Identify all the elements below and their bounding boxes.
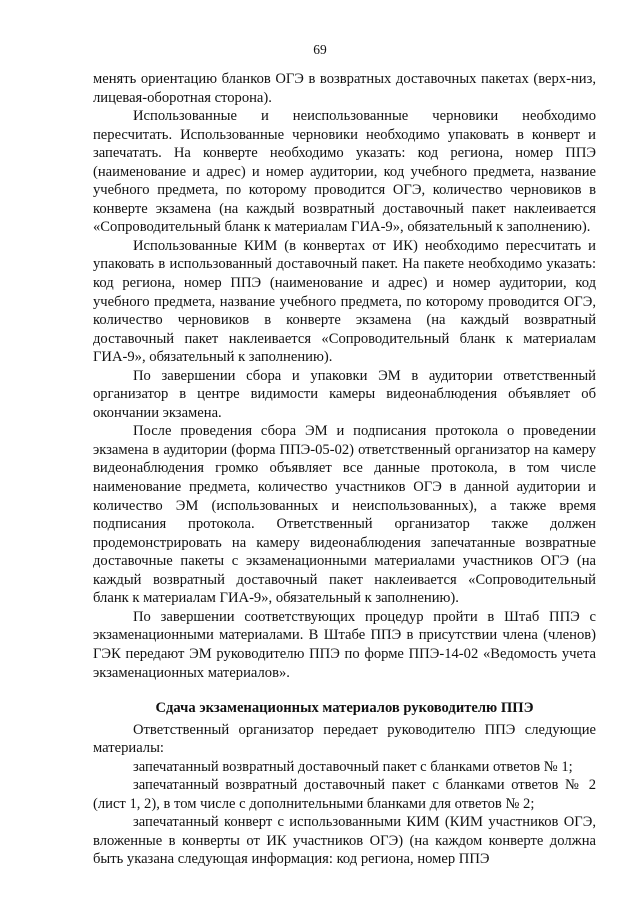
list-item: запечатанный возвратный доставочный пакет с бланками ответов № 1; <box>133 758 573 775</box>
section-heading: Сдача экзаменационных материалов руководителю ППЭ <box>155 700 534 717</box>
document-body <box>93 70 596 869</box>
list-item: запечатанный конверт с использованными КИМ (КИМ участников ОГЭ, вложенные в конверты от ИК участников ОГЭ) (на каждом конверте должна быть указана следующая информация: код региона, номер ППЭ <box>93 814 596 868</box>
paragraph: По завершении сбора и упаковки ЭМ в аудитории ответственный организатор в центре видимости камеры видеонаблюдения объявляет об окончании экзамена. <box>93 367 596 421</box>
paragraph: После проведения сбора ЭМ и подписания протокола о проведении экзамена в аудитории (форма ППЭ-05-02) ответственный организатор на камеру видеонаблюдения громко объявляет все данные протокола, в том числе наименование предмета, количество участников ОГЭ в данной аудитории и количество ЭМ (использованных и неиспользованных), а также время подписания протокола. Ответственный организатор также должен продемонстрировать на камеру видеонаблюдения запечатанные возвратные доставочные пакеты с экзаменационными материалами участников ОГЭ (на каждый возвратный доставочный пакет наклеивается «Сопроводительный бланк к материалам ГИА-9», обязательный к заполнению). <box>93 423 596 607</box>
paragraph: Использованные и неиспользованные черновики необходимо пересчитать. Использованные черновики необходимо упаковать в конверт и запечатать. На конверте необходимо указать: код региона, номер ППЭ (наименование и адрес) и номер аудитории, код учебного предмета, название учебного предмета, по которому проводится ОГЭ, количество черновиков в конверте экзамена (на каждый возвратный доставочный пакет наклеивается «Сопроводительный бланк к материалам ГИА-9», обязательный к заполнению). <box>93 108 596 236</box>
paragraph: Использованные КИМ (в конвертах от ИК) необходимо пересчитать и упаковать в использованный доставочный пакет. На пакете необходимо указать: код региона, номер ППЭ (наименование и адрес) и номер аудитории, код учебного предмета, название учебного предмета, по которому проводится ОГЭ, количество черновиков в конверте экзамена (на каждый возвратный доставочный пакет наклеивается «Сопроводительный бланк к материалам ГИА-9», обязательный к заполнению). <box>93 237 596 366</box>
paragraph: менять ориентацию бланков ОГЭ в возвратных доставочных пакетах (верх-низ, лицевая-оборотная сторона). <box>93 71 596 106</box>
paragraph: По завершении соответствующих процедур пройти в Штаб ППЭ с экзаменационными материалами. В Штабе ППЭ в присутствии члена (членов) ГЭК передают ЭМ руководителю ППЭ по форме ППЭ-14-02 «Ведомость учета экзаменационных материалов». <box>93 608 596 681</box>
list-item: запечатанный возвратный доставочный пакет с бланками ответов № 2 (лист 1, 2), в том числе с дополнительными бланками для ответов № 2; <box>93 777 596 812</box>
page-number: 69 <box>313 42 327 57</box>
paragraph: Ответственный организатор передает руководителю ППЭ следующие материалы: <box>93 721 596 757</box>
